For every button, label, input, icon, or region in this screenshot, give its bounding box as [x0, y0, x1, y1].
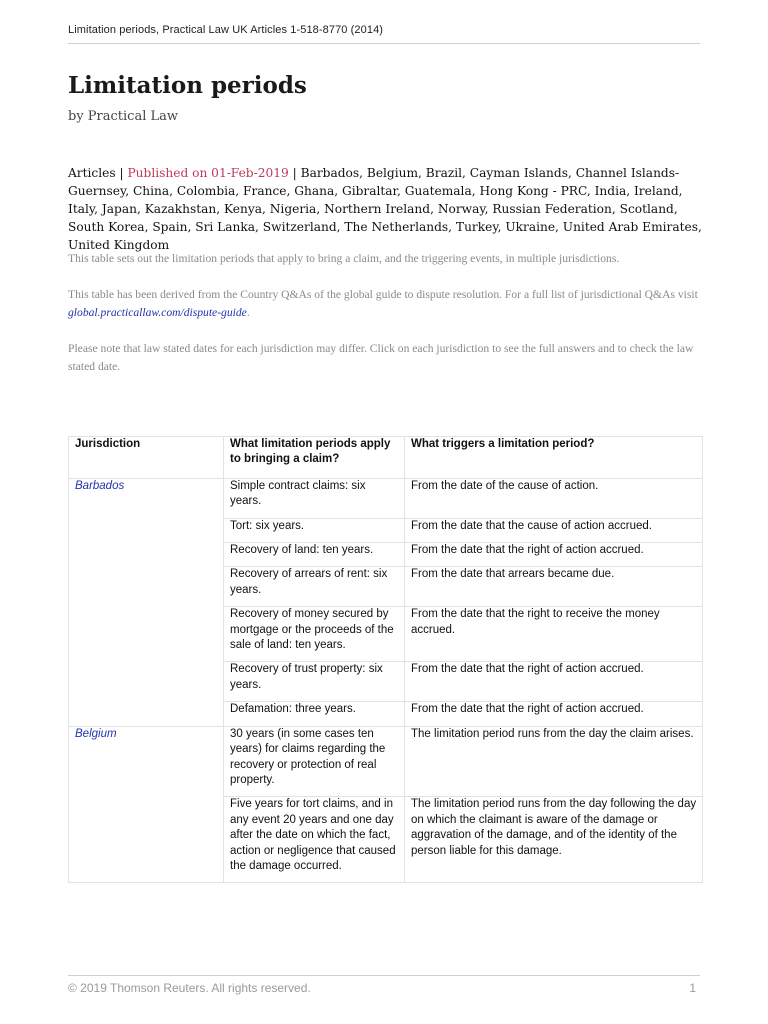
page-title: Limitation periods [68, 72, 307, 99]
published-date: Published on 01-Feb-2019 [127, 166, 289, 180]
byline: by Practical Law [68, 109, 179, 124]
footer-divider [68, 975, 700, 976]
limitation-period-cell: Recovery of money secured by mortgage or the proceeds of the sale of land: ten years. [224, 607, 405, 662]
limitation-period-cell: Recovery of arrears of rent: six years. [224, 567, 405, 607]
trigger-cell: From the date that the right of action accrued. [405, 702, 703, 726]
limitation-period-cell: Recovery of land: ten years. [224, 543, 405, 567]
limitation-period-cell: 30 years (in some cases ten years) for claims regarding the recovery or protection of real property. [224, 726, 405, 797]
limitation-period-cell: Recovery of trust property: six years. [224, 662, 405, 702]
table-header-row [69, 437, 703, 479]
trigger-cell: From the date of the cause of action. [405, 478, 703, 518]
table-row [69, 726, 703, 797]
table-row [69, 478, 703, 518]
limitation-table [68, 436, 703, 883]
limitation-period-cell: Tort: six years. [224, 518, 405, 542]
trigger-cell: The limitation period runs from the day the claim arises. [405, 726, 703, 797]
trigger-cell: From the date that the right of action accrued. [405, 662, 703, 702]
limitation-period-cell: Five years for tort claims, and in any event 20 years and one day after the date on which the fact, action or negligence that caused the damage occurred. [224, 797, 405, 883]
copyright: © 2019 Thomson Reuters. All rights reserved. [68, 981, 311, 995]
dispute-guide-link[interactable]: global.practicallaw.com/dispute-guide [68, 306, 247, 319]
column-header: Jurisdiction [69, 437, 224, 479]
trigger-cell: From the date that the right of action accrued. [405, 543, 703, 567]
trigger-cell: From the date that the right to receive the money accrued. [405, 607, 703, 662]
note-paragraph: Please note that law stated dates for each jurisdiction may differ. Click on each jurisdiction to see the full answers and to check the law stated date. [68, 342, 694, 373]
source-text-end: . [246, 306, 250, 319]
table-body [69, 478, 703, 883]
limitation-period-cell: Defamation: three years. [224, 702, 405, 726]
page-number: 1 [689, 981, 696, 995]
column-header: What triggers a limitation period? [405, 437, 703, 479]
running-head: Limitation periods, Practical Law UK Articles 1-518-8770 (2014) [68, 24, 384, 36]
header-divider [68, 43, 700, 44]
meta-separator: | [115, 166, 128, 180]
meta-separator: | [288, 166, 301, 180]
trigger-cell: The limitation period runs from the day following the day on which the claimant is aware of the damage or aggravation of the damage, and of the identity of the person liable for this damage. [405, 797, 703, 883]
trigger-cell: From the date that arrears became due. [405, 567, 703, 607]
trigger-cell: From the date that the cause of action accrued. [405, 518, 703, 542]
jurisdiction-list: Barbados, Belgium, Brazil, Cayman Islands, Channel Islands-Guernsey, China, Colombia, France, Ghana, Gibraltar, Guatemala, Hong Kong - PRC, India, Ireland, Italy, Japan, Kazakhstan, Kenya, Nigeria, Northern Ireland, Norway, Russian Federation, Scotland, South Korea, Spain, Sri Lanka, Switzerland, The Netherlands, Turkey, Ukraine, United Arab Emirates, United Kingdom [68, 166, 702, 252]
source-paragraph [68, 286, 704, 322]
article-type: Articles [68, 166, 116, 180]
jurisdiction-link[interactable]: Belgium [69, 726, 224, 883]
column-header: What limitation periods apply to bringing a claim? [224, 437, 405, 479]
article-meta [68, 164, 708, 254]
intro-paragraph: This table sets out the limitation periods that apply to bring a claim, and the triggering events, in multiple jurisdictions. [68, 252, 620, 265]
source-text: This table has been derived from the Country Q&As of the global guide to dispute resolution. For a full list of jurisdictional Q&As visit [68, 288, 698, 301]
limitation-period-cell: Simple contract claims: six years. [224, 478, 405, 518]
jurisdiction-link[interactable]: Barbados [69, 478, 224, 726]
